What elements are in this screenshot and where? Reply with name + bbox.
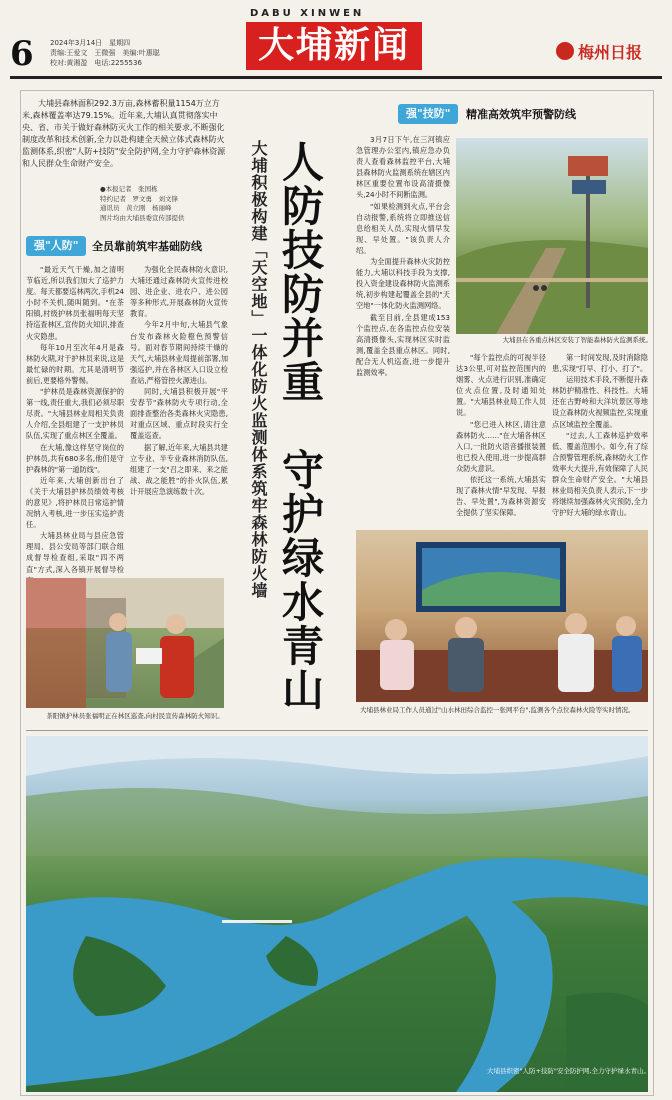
section1-heading [26, 236, 236, 256]
paragraph: "您已进入林区,请注意森林防火……"在大埔各林区入口,一批防火语音播报装置也已投入使用,进一步提高群众防火意识。 [456, 419, 546, 473]
section-title-box [246, 22, 422, 70]
caption-field: 茶阳镇护林员张福明正在林区巡查,向村民宣传森林防火知识。 [46, 712, 224, 720]
section2-column-a [356, 134, 450, 524]
paragraph: 为强化全民森林防火意识,大埔还通过森林防火宣传进校园、进企业、进农户、进公园等多种形式,开展森林防火宣传教育。 [130, 265, 228, 319]
editor-line: 责编:王爱文 王微强 美编:叶惠聪 [50, 49, 160, 57]
date-line: 2024年3月14日 星期四 [50, 39, 131, 47]
paragraph: 依托这一系统,大埔县实现了森林火情"早发现、早报告、早处置",为森林资源安全提供了坚实保障。 [456, 475, 546, 518]
photo-aerial-lake [26, 736, 648, 1092]
credit-line: 特约记者 罗文勇 刘文锋 [100, 194, 178, 203]
paragraph: 大埔县林业局与县应急管理局、县公安局等部门联合组成督导检查组,采取"四不两直"方式,深入各镇开展督导检 [26, 531, 124, 574]
subtitle-vertical: 大埔积极构建「天空地」一体化防火监测体系筑牢森林防火墙 [249, 140, 268, 599]
paragraph: 第一时间发现,及时消除隐患,实现"打早、打小、打了"。 [552, 353, 648, 374]
byline-credits [100, 185, 185, 223]
paragraph: 运用技术手段,不断提升森林防护精准性、科技性。大埔还在古野岭和大洋坑景区等地设立森林防火视频监控,实现重点区域监控全覆盖。 [552, 375, 648, 429]
paragraph: 每年10月至次年4月是森林防火期,对于护林员来说,这是最忙碌的时期。尤其是清明节前后,更要格外警惕。 [26, 342, 125, 385]
paragraph: 今年2月中旬,大埔县气象台发布森林火险橙色预警信号。面对春节期间持续干燥的天气,大埔县林业局提前部署,加强巡护,并在各林区入口设立检查站,严格管控火源进山。 [130, 320, 229, 385]
section1-column-a [26, 264, 125, 574]
section1-tag: 强"人防" [26, 236, 86, 256]
main-title-vertical: 人防技防并重 守护绿水青山 [276, 140, 325, 712]
meta-info [50, 38, 160, 68]
page-number: 6 [10, 34, 34, 74]
paragraph: 据了解,近年来,大埔县共建立专业、半专业森林消防队伍,组建了一支"召之即来、来之能战、战之能胜"的扑火队伍,累计开展应急演练数十次。 [130, 442, 228, 496]
photo-control-room [356, 530, 648, 702]
section1-title: 全员靠前筑牢基础防线 [92, 240, 202, 253]
caption-lake: 大埔县织密"人防+技防"安全防护网,全力守护绿水青山。 [487, 1067, 650, 1075]
section2-heading [398, 104, 638, 124]
paragraph: 为全面提升森林火灾防控能力,大埔以科技手段为支撑,投入资金建设森林防火监测系统,初步构建起覆盖全县的"天空地"一体化防火监测网络。 [356, 257, 450, 311]
paragraph: 3月7日下午,在三河镇应急管理办公室内,镇应急办负责人查看森林监控平台,大埔县森林防火监测系统在辖区内林区重要位置布设高清摄像头,24小时不间断监测。 [356, 135, 450, 200]
masthead-rule [10, 76, 662, 79]
masthead [0, 0, 672, 80]
paragraph: 近年来,大埔创新出台了《关于大埔县护林员绩效考核的意见》,将护林员日常巡护情况纳入考核,进一步压实巡护责任。 [26, 475, 124, 530]
caption-tower: 大埔县在各重点林区安装了智能森林防火监测系统。 [502, 336, 652, 344]
logo-mark-icon [556, 42, 574, 60]
caption-control: 大埔县林业局工作人员通过"山水林田综合监控一张网平台",监测各个点位森林火险等实时情况。 [360, 706, 635, 714]
photo-illustration [356, 530, 648, 702]
paper-logo-text: 梅州日报 [578, 43, 643, 62]
section2-tag: 强"技防" [398, 104, 458, 124]
paragraph: "每个监控点的可视半径达3公里,可对监控范围内的烟雾、火点进行识别,准确定位火点位置,及时通知处置。"大埔县林业局工作人员说。 [456, 353, 546, 418]
paragraph: 截至目前,全县建成153个监控点,在各监控点位安装高清摄像头,实现林区实时监测,覆盖全县重点林区。同时,配合无人机巡查,进一步提升监测效率。 [356, 312, 450, 377]
photo-monitor-tower [456, 138, 648, 334]
section2-column-c [552, 352, 648, 524]
paper-logo [556, 40, 660, 62]
section-divider [26, 730, 648, 731]
credit-line: ●本报记者 张国栋 [100, 185, 158, 193]
photo-forest-ranger [26, 578, 224, 708]
paragraph: "如果检测到火点,平台会自动报警,系统将立即推送信息给相关人员,实现火情早发现、早处置。"该负责人介绍。 [356, 201, 450, 255]
paragraph: 在大埔,像这样坚守岗位的护林员,共有680多名,他们是守护森林的"第一道防线"。 [26, 442, 124, 474]
photo-illustration [26, 578, 224, 708]
paragraph: "最近天气干燥,加之清明节临近,所以我们加大了巡护力度。每天都要巡林两次,手机24小时不关机,随叫随到。"在茶阳镇,村级护林员张福明每天坚持巡查林区,宣传防火知识,排查火灾隐患。 [26, 265, 125, 341]
photo-illustration [26, 736, 648, 1092]
paragraph: "过去,人工森林巡护效率低、覆盖范围小。如今,有了综合预警管理系统,森林防火工作效率大大提升,有效保障了人民群众生命财产安全。"大埔县林业局相关负责人表示,下一步将继续加强森林火灾预防,全力守护好大埔的绿水青山。 [552, 430, 648, 518]
credit-line: 通讯员 黄立刚 杨丽峰 [100, 204, 172, 212]
section1-column-b [130, 264, 228, 570]
section2-title: 精准高效筑牢预警防线 [466, 108, 576, 121]
section2-column-b [456, 352, 546, 524]
paragraph: "护林员是森林资源保护的第一线,责任重大,我们必须尽职尽责。"大埔县林业局相关负责人介绍,全县组建了一支护林员队伍,实现了重点林区全覆盖。 [26, 387, 125, 441]
section-title: 大埔新闻 [257, 25, 410, 66]
credit-line: 图片均由大埔县委宣传部提供 [100, 213, 185, 222]
paragraph: 同时,大埔县积极开展"平安春节"森林防火专项行动,全面排查整治各类森林火灾隐患,对重点区域、重点时段实行全覆盖巡查。 [130, 387, 228, 441]
proof-line: 校对:黄湘盈 电话:2255536 [50, 59, 142, 67]
photo-illustration [456, 138, 648, 334]
intro-paragraph: 大埔县森林面积292.3万亩,森林蓄积量1154万立方米,森林覆盖率达79.15%。近年来,大埔认真贯彻落实中央、省、市关于做好森林防灭火工作的相关要求,不断强化制度改革和技术创新,全力以赴构建全天候立体式森林防火监测体系,织密"人防+技防"安全防护网,全力守护森林资源和人民群众生命财产安全。 [22, 99, 226, 168]
section-pinyin: DABU XINWEN [250, 8, 365, 19]
